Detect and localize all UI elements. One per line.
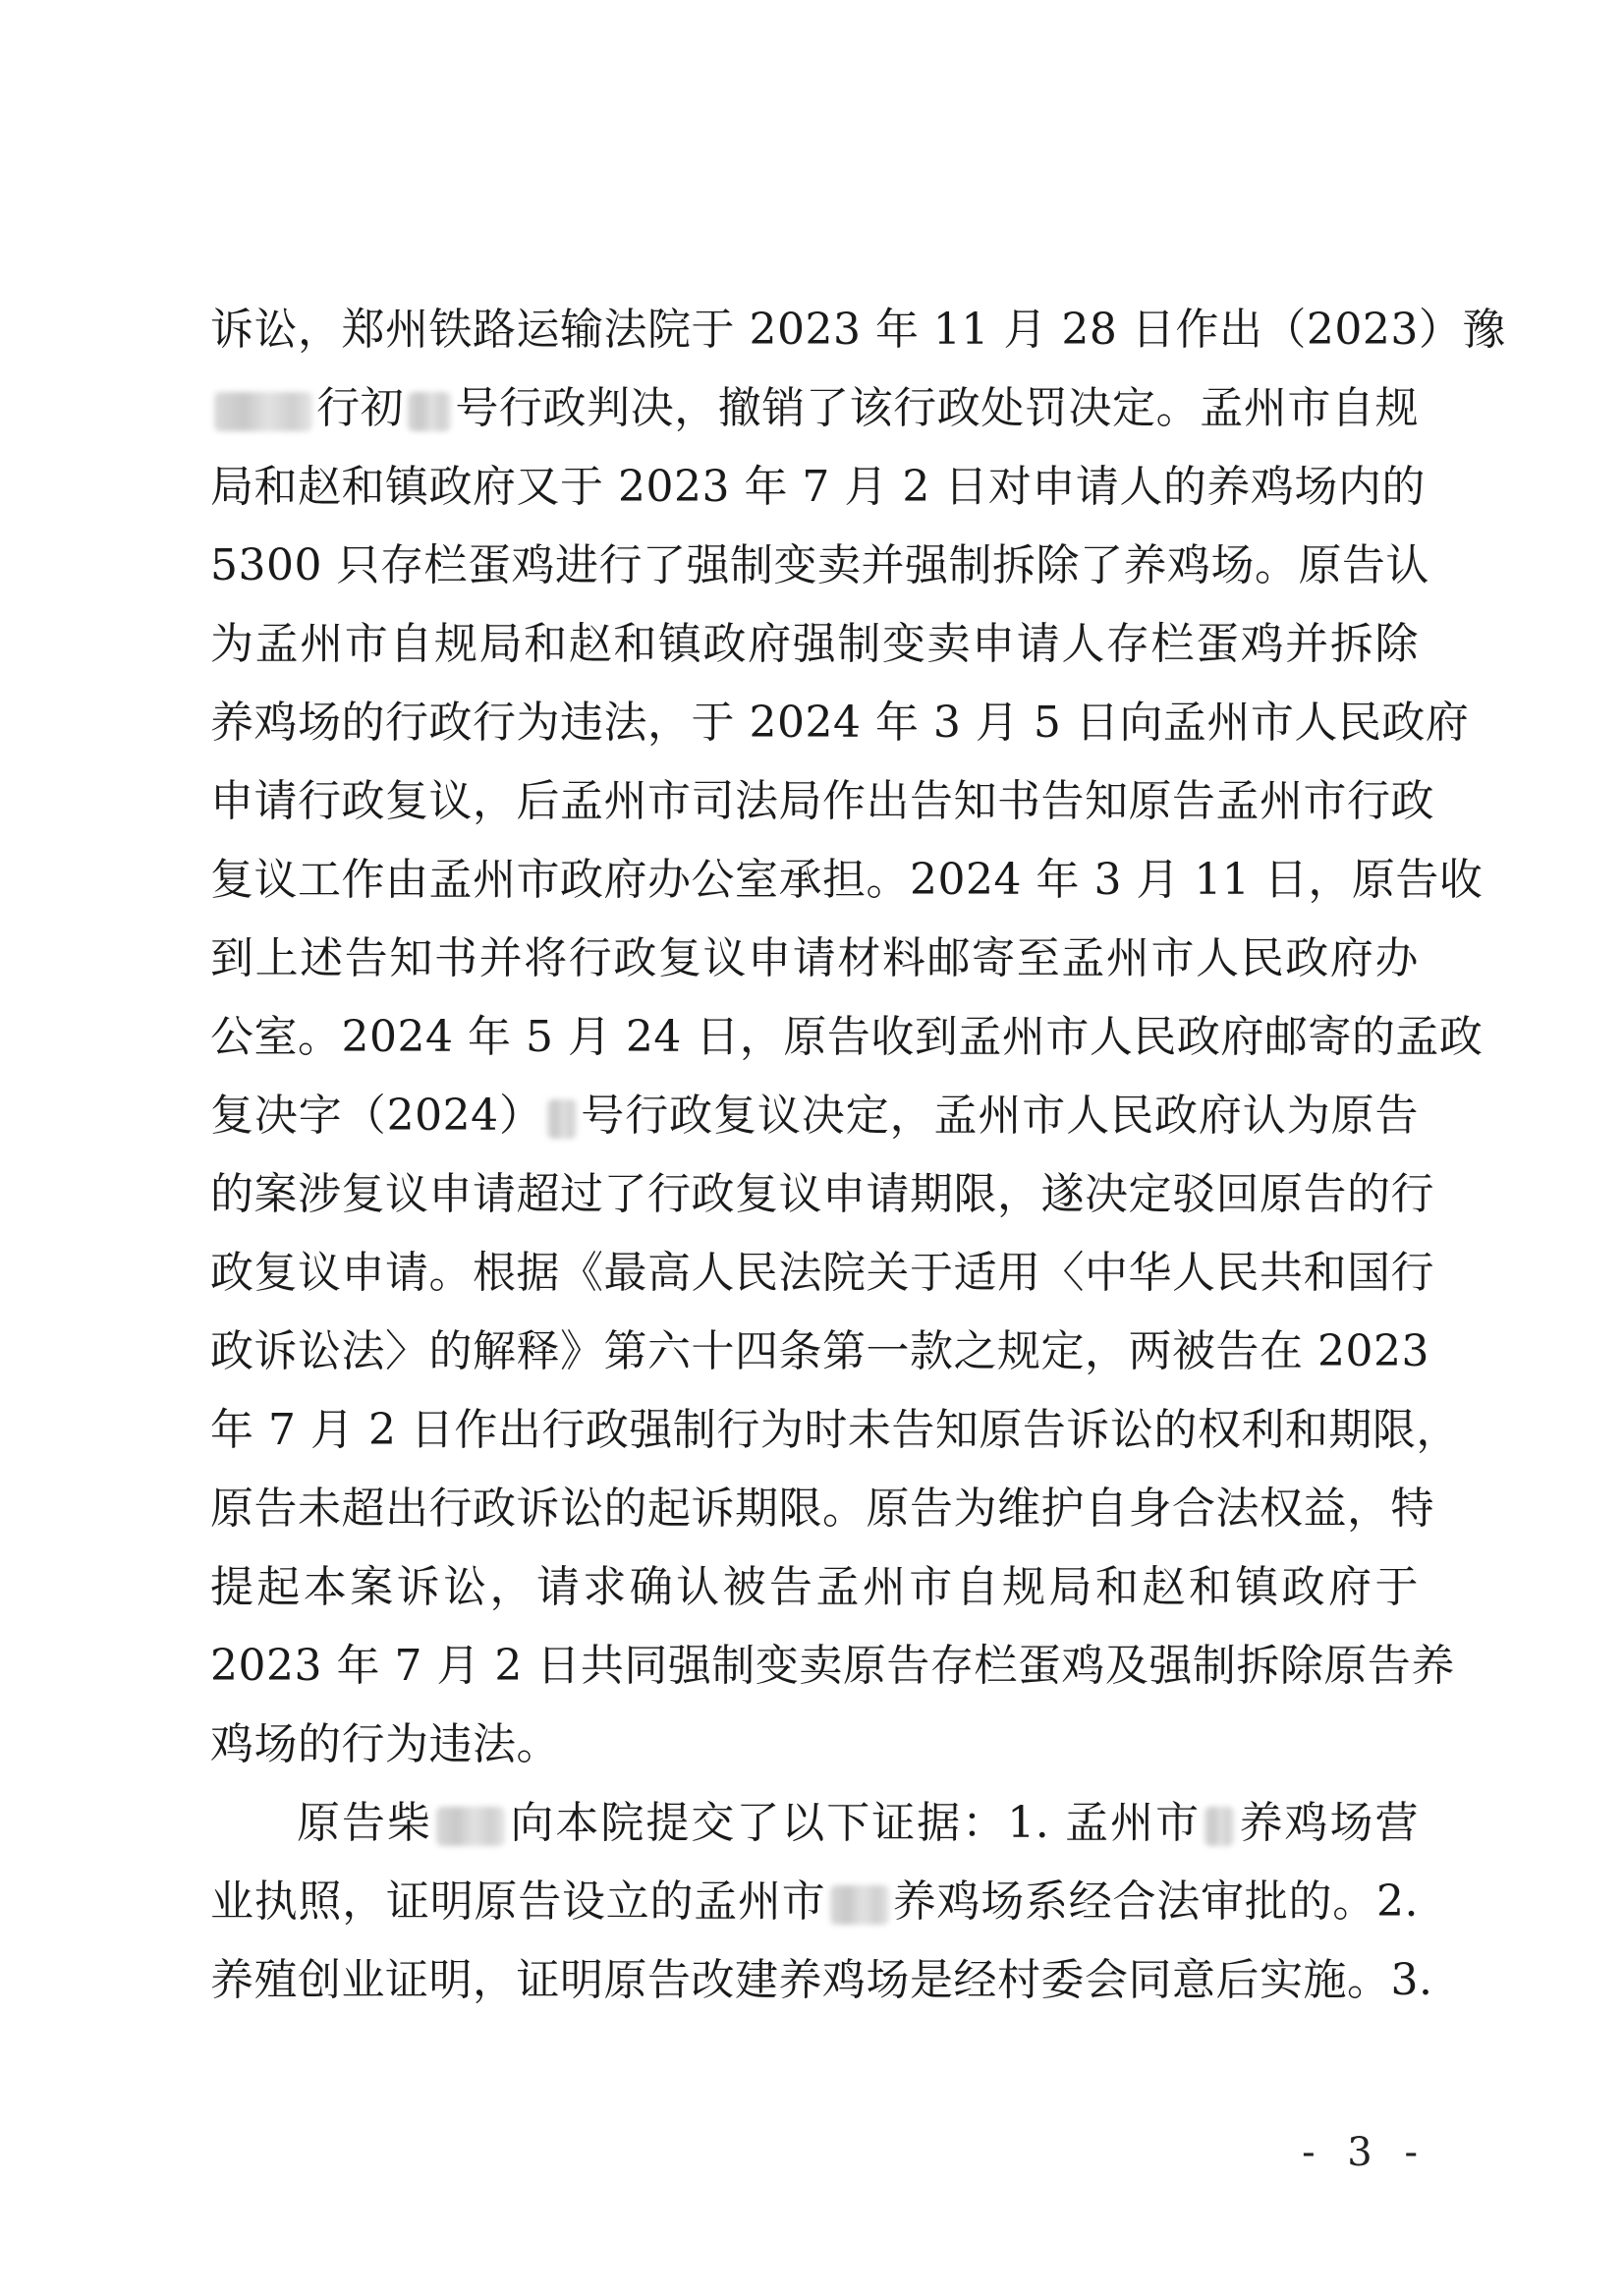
redacted-block (408, 392, 451, 431)
text-line: 公室。2024 年 5 月 24 日，原告收到孟州市人民政府邮寄的孟政 (210, 1012, 1484, 1062)
text-segment: 养鸡场系经合法审批的。2. (892, 1876, 1420, 1927)
text-segment: 号行政判决，撤销了该行政处罚决定。孟州市自规 (455, 383, 1420, 433)
text-line: 鸡场的行为违法。 (210, 1719, 560, 1769)
text-line (210, 369, 1419, 448)
page-number: - 3 - (1302, 2130, 1428, 2175)
text-line (210, 1784, 1419, 1863)
text-line: 的案涉复议申请超过了行政复议申请期限，遂决定驳回原告的行 (210, 1169, 1434, 1219)
text-line (210, 1077, 1419, 1155)
text-line: 5300 只存栏蛋鸡进行了强制变卖并强制拆除了养鸡场。原告认 (210, 540, 1429, 590)
redacted-block (1204, 1807, 1234, 1846)
text-line: 政复议申请。根据《最高人民法院关于适用〈中华人民共和国行 (210, 1248, 1434, 1298)
text-segment: 号行政复议决定，孟州市人民政府认为原告 (580, 1091, 1420, 1141)
text-line: 养殖创业证明，证明原告改建养鸡场是经村委会同意后实施。3. (210, 1955, 1433, 2005)
text-line: 原告未超出行政诉讼的起诉期限。原告为维护自身合法权益，特 (210, 1484, 1434, 1534)
text-line: 养鸡场的行政行为违法，于 2024 年 3 月 5 日向孟州市人民政府 (210, 698, 1470, 748)
text-line: 政诉讼法〉的解释》第六十四条第一款之规定，两被告在 2023 (210, 1326, 1429, 1376)
text-line: 年 7 月 2 日作出行政强制行为时未告知原告诉讼的权利和期限， (210, 1405, 1460, 1455)
text-line: 复议工作由孟州市政府办公室承担。2024 年 3 月 11 日，原告收 (210, 855, 1484, 905)
text-line (210, 1863, 1419, 1941)
text-line: 局和赵和镇政府又于 2023 年 7 月 2 日对申请人的养鸡场内的 (210, 462, 1426, 512)
text-line: 2023 年 7 月 2 日共同强制变卖原告存栏蛋鸡及强制拆除原告养 (210, 1641, 1455, 1691)
body-text (210, 291, 1506, 2020)
redacted-block (436, 1807, 505, 1846)
text-line: 为孟州市自规局和赵和镇政府强制变卖申请人存栏蛋鸡并拆除 (210, 619, 1419, 669)
redacted-block (547, 1099, 577, 1139)
redacted-block (214, 392, 312, 431)
text-line: 申请行政复议，后孟州市司法局作出告知书告知原告孟州市行政 (210, 776, 1434, 826)
text-line: 到上述告知书并将行政复议申请材料邮寄至孟州市人民政府办 (210, 933, 1419, 983)
text-segment: 向本院提交了以下证据：1. 孟州市 (508, 1798, 1202, 1848)
redacted-block (830, 1885, 889, 1925)
text-line: 提起本案诉讼，请求确认被告孟州市自规局和赵和镇政府于 (210, 1562, 1419, 1612)
text-segment: 复决字（2024） (210, 1091, 543, 1141)
text-segment: 行初 (316, 383, 405, 433)
text-segment: 养鸡场营 (1238, 1798, 1420, 1848)
text-segment: 业执照，证明原告设立的孟州市 (210, 1876, 826, 1927)
text-segment: 原告柴 (297, 1798, 432, 1848)
text-line: 诉讼，郑州铁路运输法院于 2023 年 11 月 28 日作出（2023）豫 (210, 305, 1506, 355)
